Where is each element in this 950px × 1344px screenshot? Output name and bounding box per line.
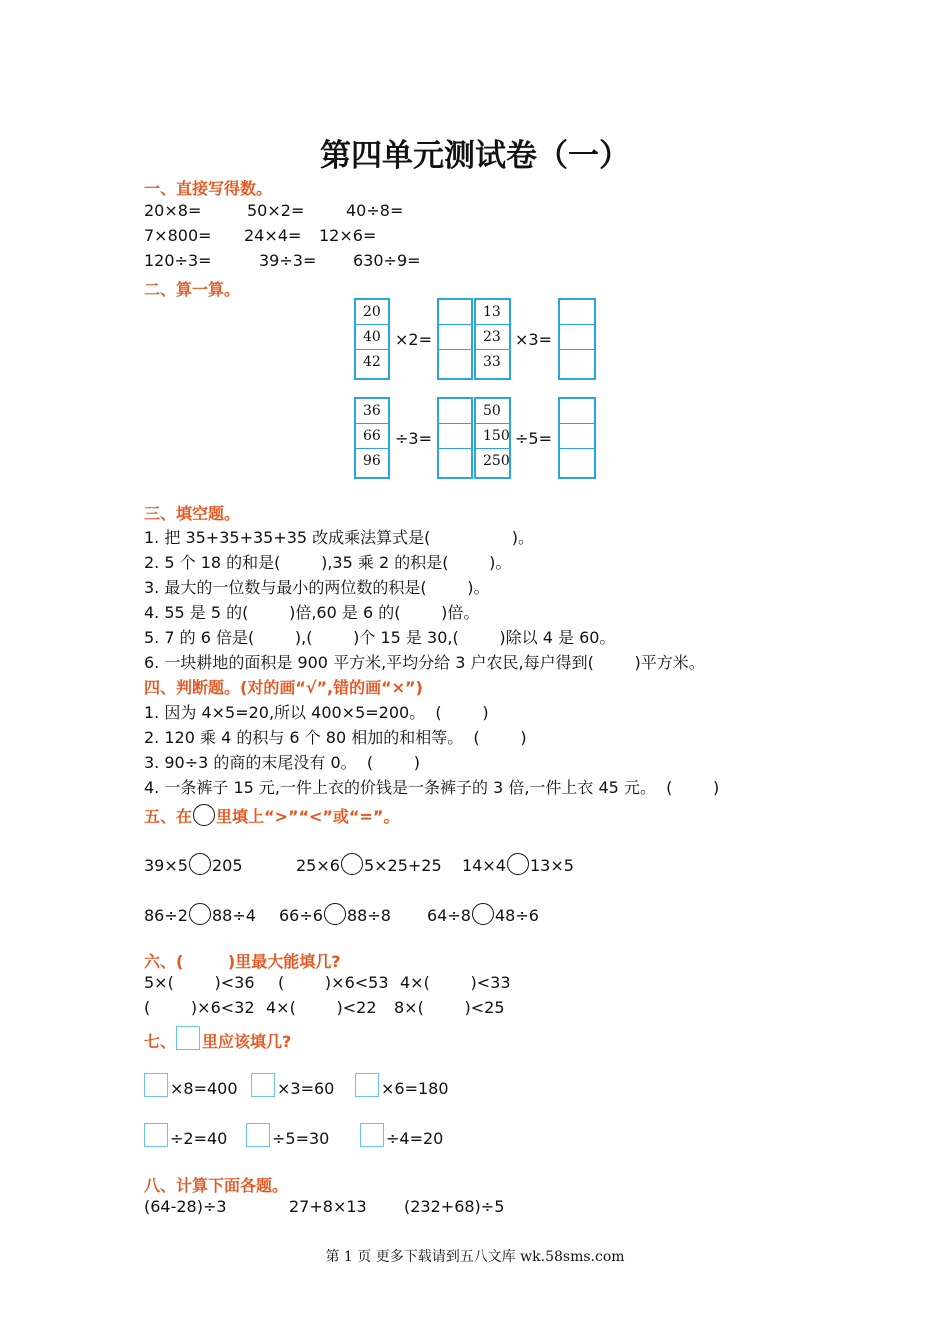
answer-table-1[interactable]	[437, 298, 473, 380]
section-5-heading	[144, 804, 399, 827]
section-4-heading: 四、判断题。(对的画“√”,错的画“×”)	[144, 678, 423, 697]
answer-cell[interactable]	[439, 449, 471, 474]
section-7-heading-pre: 七、	[144, 1032, 177, 1051]
box-item-5	[246, 1123, 329, 1148]
compare-item-3	[462, 853, 574, 875]
number-cell: 96	[363, 453, 381, 469]
fill-item-2: 2. 5 个 18 的和是( ),35 乘 2 的积是( )。	[144, 553, 512, 572]
number-table-4	[474, 397, 511, 479]
answer-box[interactable]	[144, 1073, 168, 1097]
box-expression: ×6=180	[381, 1079, 449, 1098]
number-cell: 50	[476, 399, 509, 424]
s1-r1-c2: 50×2=	[247, 201, 305, 220]
number-cell: 42	[363, 354, 381, 370]
answer-box[interactable]	[246, 1123, 270, 1147]
operator-label-2: ×3=	[515, 330, 552, 349]
section-8-heading: 八、计算下面各题。	[144, 1176, 289, 1195]
judge-item-1: 1. 因为 4×5=20,所以 400×5=200。 ( )	[144, 703, 489, 722]
compare-circle[interactable]	[507, 853, 529, 875]
box-expression: ×3=60	[277, 1079, 335, 1098]
s1-r3-c1: 120÷3=	[144, 251, 212, 270]
answer-table-2[interactable]	[558, 298, 596, 380]
answer-box[interactable]	[360, 1123, 384, 1147]
answer-cell[interactable]	[560, 350, 594, 375]
answer-cell[interactable]	[560, 300, 594, 325]
number-cell: 66	[356, 424, 388, 449]
s1-r1-c3: 40÷8=	[346, 201, 404, 220]
max-item-3: 4×( )<33	[400, 973, 511, 992]
compare-item-5	[279, 903, 391, 925]
compare-left: 64÷8	[427, 906, 471, 925]
max-item-6: 8×( )<25	[394, 998, 505, 1017]
operator-label-4: ÷5=	[515, 429, 552, 448]
fill-item-6: 6. 一块耕地的面积是 900 平方米,平均分给 3 户农民,每户得到( )平方米。	[144, 653, 705, 672]
box-expression: ÷5=30	[272, 1129, 330, 1148]
number-table-3	[354, 397, 390, 479]
answer-cell[interactable]	[439, 399, 471, 424]
section-2-heading: 二、算一算。	[144, 280, 241, 299]
compare-item-6	[427, 903, 539, 925]
s1-r3-c2: 39÷3=	[259, 251, 317, 270]
compare-right: 48÷6	[494, 906, 539, 925]
operator-label-1: ×2=	[395, 330, 432, 349]
answer-cell[interactable]	[560, 325, 594, 350]
compare-circle[interactable]	[324, 903, 346, 925]
compare-circle[interactable]	[472, 903, 494, 925]
number-cell: 33	[483, 354, 501, 370]
compare-right: 5×25+25	[363, 856, 442, 875]
s1-r2-c1: 7×800=	[144, 226, 212, 245]
section-1-heading: 一、直接写得数。	[144, 179, 273, 198]
fill-item-5: 5. 7 的 6 倍是( ),( )个 15 是 30,( )除以 4 是 60。	[144, 628, 616, 647]
number-cell: 250	[483, 453, 510, 469]
calc-item-1: (64-28)÷3	[144, 1197, 227, 1216]
fill-item-4: 4. 55 是 5 的( )倍,60 是 6 的( )倍。	[144, 603, 480, 622]
compare-item-1	[144, 853, 243, 875]
number-table-1	[354, 298, 390, 380]
s1-r1-c1: 20×8=	[144, 201, 202, 220]
number-cell: 13	[476, 300, 509, 325]
box-item-6	[360, 1123, 443, 1148]
max-item-1: 5×( )<36	[144, 973, 255, 992]
page-title: 第四单元测试卷（一）	[320, 138, 630, 174]
answer-cell[interactable]	[560, 399, 594, 424]
answer-table-4[interactable]	[558, 397, 596, 479]
answer-box[interactable]	[355, 1073, 379, 1097]
calc-item-2: 27+8×13	[289, 1197, 367, 1216]
compare-right: 205	[211, 856, 243, 875]
answer-cell[interactable]	[439, 325, 471, 350]
answer-cell[interactable]	[439, 300, 471, 325]
number-cell: 20	[356, 300, 388, 325]
compare-item-2	[296, 853, 442, 875]
answer-cell[interactable]	[560, 449, 594, 474]
number-table-2	[474, 298, 511, 380]
square-icon	[176, 1026, 200, 1050]
compare-right: 13×5	[529, 856, 574, 875]
judge-item-3: 3. 90÷3 的商的末尾没有 0。 ( )	[144, 753, 420, 772]
page-footer: 第 1 页 更多下载请到五八文库 wk.58sms.com	[325, 1249, 625, 1265]
judge-item-4: 4. 一条裤子 15 元,一件上衣的价钱是一条裤子的 3 倍,一件上衣 45 元。 ( )	[144, 778, 720, 797]
s1-r2-c2: 24×4=	[244, 226, 302, 245]
fill-item-3: 3. 最大的一位数与最小的两位数的积是( )。	[144, 578, 490, 597]
compare-circle[interactable]	[189, 853, 211, 875]
box-expression: ×8=400	[170, 1079, 238, 1098]
answer-cell[interactable]	[560, 424, 594, 449]
number-cell: 23	[476, 325, 509, 350]
s1-r2-c3: 12×6=	[319, 226, 377, 245]
section-5-heading-post: 里填上“>”“<”或“=”。	[216, 807, 400, 826]
box-item-1	[144, 1073, 238, 1098]
operator-label-3: ÷3=	[395, 429, 432, 448]
compare-left: 86÷2	[144, 906, 188, 925]
s1-r3-c3: 630÷9=	[353, 251, 421, 270]
compare-circle[interactable]	[189, 903, 211, 925]
answer-cell[interactable]	[439, 350, 471, 375]
box-expression: ÷4=20	[386, 1129, 444, 1148]
answer-box[interactable]	[251, 1073, 275, 1097]
compare-left: 25×6	[296, 856, 340, 875]
judge-item-2: 2. 120 乘 4 的积与 6 个 80 相加的和相等。 ( )	[144, 728, 527, 747]
box-item-3	[355, 1073, 449, 1098]
section-6-heading: 六、( )里最大能填几?	[144, 952, 341, 971]
max-item-4: ( )×6<32	[144, 998, 255, 1017]
box-item-2	[251, 1073, 334, 1098]
answer-table-3[interactable]	[437, 397, 473, 479]
answer-box[interactable]	[144, 1123, 168, 1147]
box-item-4	[144, 1123, 227, 1148]
section-7-heading-post: 里应该填几?	[202, 1032, 292, 1051]
number-cell: 36	[356, 399, 388, 424]
max-item-5: 4×( )<22	[266, 998, 377, 1017]
fill-item-1: 1. 把 35+35+35+35 改成乘法算式是( )。	[144, 528, 535, 547]
calc-item-3: (232+68)÷5	[404, 1197, 505, 1216]
box-expression: ÷2=40	[170, 1129, 228, 1148]
number-cell: 150	[476, 424, 509, 449]
compare-left: 39×5	[144, 856, 188, 875]
number-cell: 40	[356, 325, 388, 350]
section-5-heading-pre: 五、在	[144, 807, 193, 826]
compare-left: 14×4	[462, 856, 506, 875]
compare-item-4	[144, 903, 256, 925]
circle-icon	[193, 804, 215, 826]
compare-circle[interactable]	[341, 853, 363, 875]
section-7-heading	[144, 1026, 291, 1052]
section-3-heading: 三、填空题。	[144, 504, 241, 523]
max-item-2: ( )×6<53	[278, 973, 389, 992]
answer-cell[interactable]	[439, 424, 471, 449]
compare-left: 66÷6	[279, 906, 323, 925]
compare-right: 88÷8	[346, 906, 391, 925]
compare-right: 88÷4	[211, 906, 256, 925]
